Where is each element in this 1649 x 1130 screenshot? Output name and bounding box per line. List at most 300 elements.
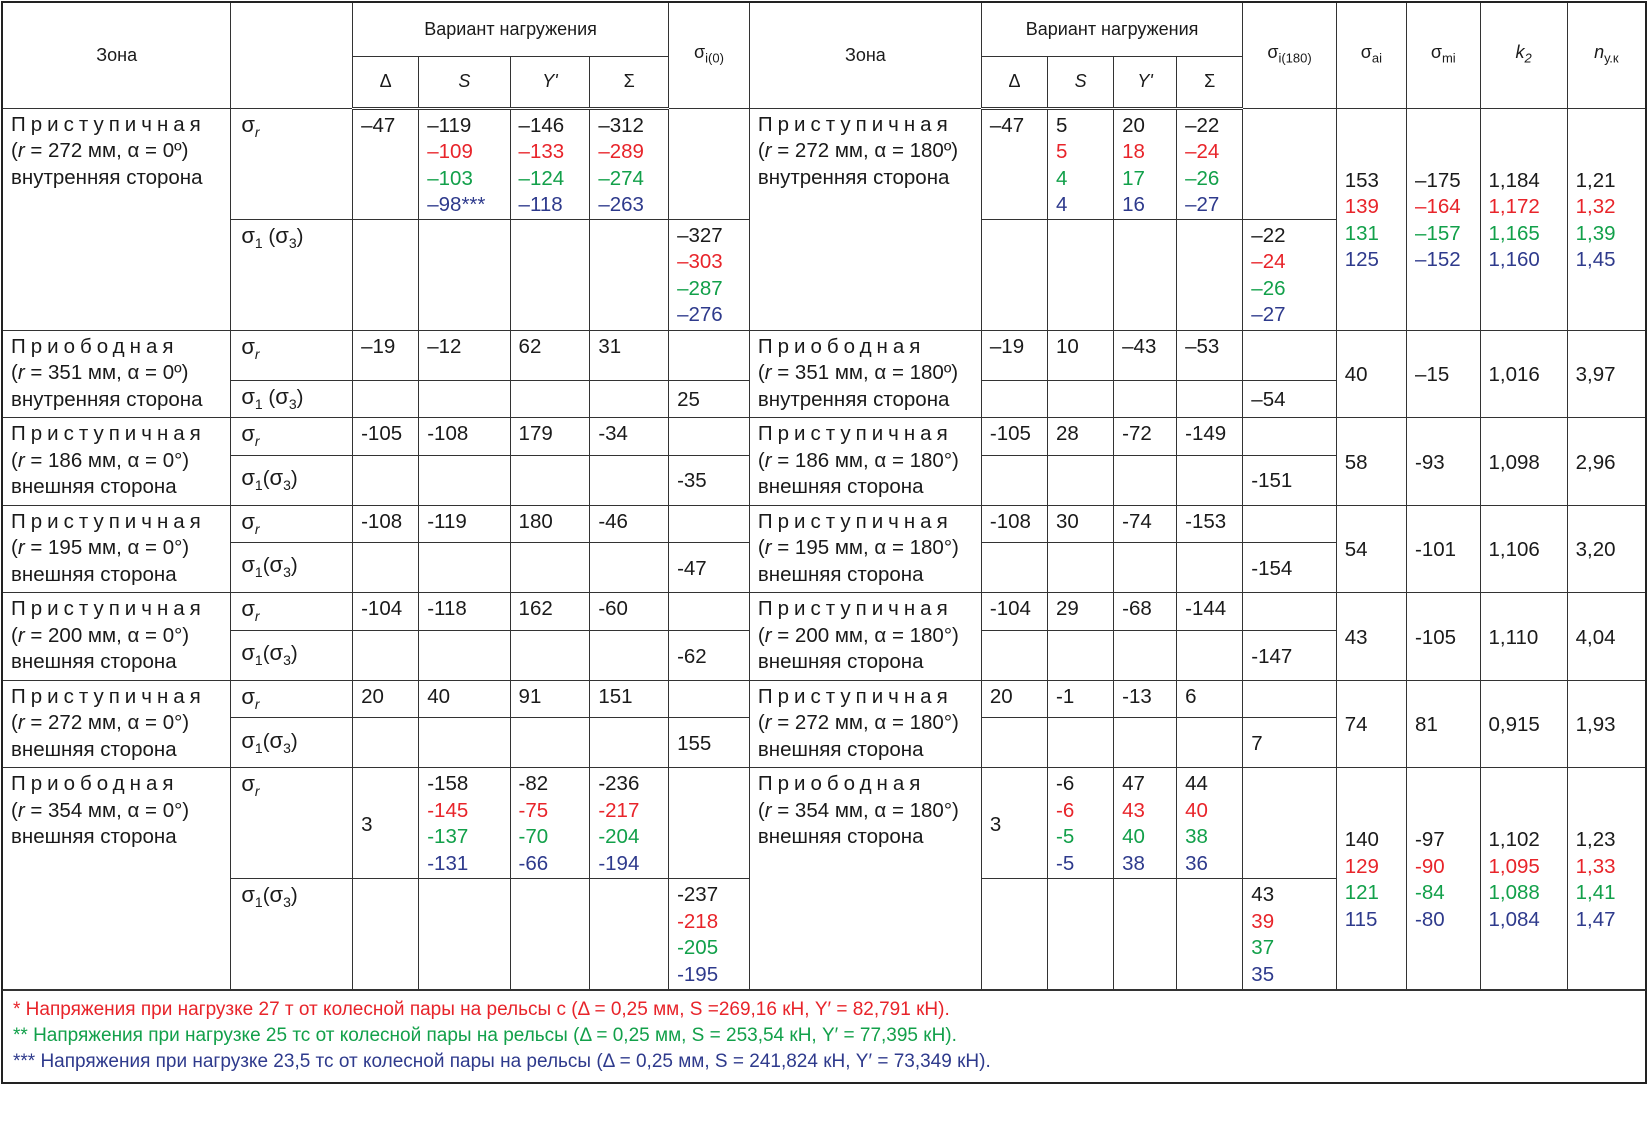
zone-name: Приободная <box>757 772 926 796</box>
note-1: * Напряжения при нагрузке 27 т от колесной пары на рельсы с (Δ = 0,25 мм, S =269,16 кН, Y′ = 82,791 кН). <box>13 999 950 1021</box>
header-variant-right: Вариант нагружения <box>981 2 1242 56</box>
value-line: -80 <box>1415 907 1445 931</box>
zone-name: Приступичная <box>11 422 206 446</box>
cell-n-yk <box>1567 593 1646 681</box>
value-line: 47 <box>1122 772 1145 796</box>
zone-name: Приободная <box>11 334 179 358</box>
value-line: 43 <box>1344 625 1368 649</box>
value-line: 30 <box>1056 509 1079 533</box>
table-row-sigma-r <box>2 330 1646 380</box>
value-line: –133 <box>518 140 565 163</box>
header-delta-right: Δ <box>981 56 1047 108</box>
cell-empty <box>981 380 1047 418</box>
value-line: 2,96 <box>1575 450 1616 474</box>
value-line: –24 <box>1185 140 1220 163</box>
value-line: 36 <box>1185 851 1208 875</box>
value-line: –54 <box>1251 388 1286 412</box>
value-line: 7 <box>1251 732 1263 756</box>
cell-sigma-i180 <box>1243 630 1336 680</box>
zone-side: внешняя сторона <box>11 737 177 761</box>
cell-empty <box>1114 879 1177 990</box>
value-line: 1,184 <box>1488 168 1540 192</box>
value-line: 131 <box>1344 221 1379 245</box>
cell-empty <box>419 219 510 330</box>
value-line: -105 <box>1415 625 1457 649</box>
zone-side: внешняя сторона <box>11 475 177 499</box>
value-line: -93 <box>1415 450 1445 474</box>
row-label-sigma-1-3: $\sigma_1(\sigma_3)$ <box>231 630 353 680</box>
header-s-right: S <box>1048 56 1114 108</box>
value-line: –118 <box>518 193 563 216</box>
value-line: –109 <box>427 140 473 163</box>
zone-side: внешняя сторона <box>757 737 924 761</box>
value-line: –263 <box>598 193 644 216</box>
cell-empty <box>1177 219 1243 330</box>
cell-sigma-ai <box>1336 680 1406 768</box>
cell-n-yk <box>1567 418 1646 506</box>
cell-empty <box>981 630 1047 680</box>
value-line: 31 <box>598 334 622 358</box>
cell-k2 <box>1480 330 1567 418</box>
zone-right-cell <box>749 330 981 418</box>
cell-empty <box>981 455 1047 505</box>
row-label-sigma-r: $\sigma_r$ <box>231 593 353 631</box>
value-line: 40 <box>1344 363 1368 387</box>
value-line: –98*** <box>427 193 486 216</box>
cell-empty <box>1177 455 1243 505</box>
cell-sum <box>590 330 669 380</box>
value-line: –47 <box>989 113 1025 137</box>
cell-empty <box>1114 543 1177 593</box>
value-line: 1,21 <box>1575 168 1616 192</box>
note-3: *** Напряжения при нагрузке 23,5 тс от колесной пары на рельсы (Δ = 0,25 мм, S = 241,824 кН, Y′ = 73,349 кН). <box>13 1051 991 1073</box>
cell-sigma-mi <box>1407 505 1480 593</box>
cell-s <box>419 680 510 718</box>
value-line: 155 <box>677 732 712 756</box>
cell-delta <box>353 505 419 543</box>
cell-s <box>419 418 510 456</box>
value-line: 40 <box>1185 798 1208 822</box>
value-line: 28 <box>1056 422 1079 446</box>
row-label-sigma-r: $\sigma_r$ <box>231 768 353 879</box>
cell-sigma-i180 <box>1243 219 1336 330</box>
zone-name: Приступичная <box>11 509 206 533</box>
cell-sigma-ai <box>1336 330 1406 418</box>
row-label-sigma-r: $\sigma_r$ <box>231 418 353 456</box>
cell-empty <box>1114 219 1177 330</box>
cell-sum-right <box>1177 505 1243 543</box>
header-sum-right: Σ <box>1177 56 1243 108</box>
zone-side: внешняя сторона <box>11 562 177 586</box>
value-line: -105 <box>361 422 403 446</box>
value-line: -72 <box>1122 422 1152 446</box>
value-line: –276 <box>677 303 723 326</box>
value-line: –19 <box>989 334 1025 358</box>
cell-y <box>510 330 590 380</box>
cell-y <box>510 680 590 718</box>
cell-sigma-i0 <box>669 543 750 593</box>
value-line: 1,110 <box>1488 625 1539 649</box>
value-line: 4,04 <box>1575 625 1616 649</box>
cell-sigma-mi <box>1407 108 1480 330</box>
cell-sigma-mi <box>1407 418 1480 506</box>
value-line: 139 <box>1344 195 1379 218</box>
zone-side: внешняя сторона <box>757 650 924 674</box>
cell-sigma-i180-empty <box>1243 418 1336 456</box>
zone-name: Приступичная <box>11 112 206 136</box>
value-line: 62 <box>518 334 542 358</box>
cell-n-yk <box>1567 108 1646 330</box>
cell-empty <box>419 543 510 593</box>
stress-table <box>1 1 1647 990</box>
zone-right-cell <box>749 418 981 506</box>
row-label-sigma-1-3: $\sigma_1(\sigma_3)$ <box>231 879 353 990</box>
header-sigma-mi: $\sigma_{mi}$ <box>1407 2 1480 108</box>
value-line: 20 <box>1122 113 1145 137</box>
zone-side: внутренняя сторона <box>11 165 203 189</box>
cell-s-right <box>1048 505 1114 543</box>
value-line: 1,172 <box>1488 195 1540 218</box>
cell-empty <box>1114 630 1177 680</box>
cell-sigma-i180 <box>1243 455 1336 505</box>
value-line: 54 <box>1344 538 1368 562</box>
value-line: –119 <box>427 113 472 137</box>
value-line: 4 <box>1056 166 1068 190</box>
header-sigma-i180: $\sigma_{i(180)}$ <box>1243 2 1336 108</box>
value-line: –152 <box>1415 248 1461 271</box>
value-line: 39 <box>1251 909 1275 933</box>
cell-k2 <box>1480 505 1567 593</box>
zone-left-cell <box>2 330 231 418</box>
cell-sigma-mi <box>1407 593 1480 681</box>
table-row-sigma-r <box>2 593 1646 631</box>
value-line: -35 <box>677 469 707 493</box>
cell-k2 <box>1480 768 1567 990</box>
cell-sum-right <box>1177 680 1243 718</box>
cell-sum <box>590 768 669 879</box>
value-line: -34 <box>598 422 628 446</box>
value-line: –164 <box>1415 195 1461 218</box>
value-line: –289 <box>598 140 644 163</box>
value-line: -84 <box>1415 881 1445 905</box>
cell-empty <box>981 543 1047 593</box>
cell-k2 <box>1480 680 1567 768</box>
value-line: -90 <box>1415 854 1445 878</box>
header-k2: $k_2$ <box>1480 2 1567 108</box>
cell-delta <box>353 418 419 456</box>
cell-empty <box>510 380 590 418</box>
cell-sum-right <box>1177 108 1243 219</box>
cell-sum <box>590 108 669 219</box>
cell-sigma-i0 <box>669 219 750 330</box>
cell-delta <box>353 680 419 718</box>
zone-right-cell <box>749 108 981 330</box>
value-line: -66 <box>518 851 549 875</box>
cell-empty <box>510 219 590 330</box>
value-line: -74 <box>1122 509 1152 533</box>
zone-left-cell <box>2 593 231 681</box>
zone-params: (r = 351 мм, α = 180º) <box>757 361 959 384</box>
cell-sum-right <box>1177 418 1243 456</box>
zone-right-cell <box>749 593 981 681</box>
cell-s <box>419 593 510 631</box>
cell-sigma-i0-empty <box>669 418 750 456</box>
cell-empty <box>353 380 419 418</box>
zone-name: Приободная <box>757 334 926 358</box>
table-row-sigma-r <box>2 768 1646 879</box>
value-line: -105 <box>989 422 1031 446</box>
value-line: 179 <box>518 422 553 446</box>
cell-sum-right <box>1177 593 1243 631</box>
value-line: 38 <box>1122 851 1145 875</box>
value-line: -6 <box>1056 772 1075 796</box>
cell-empty <box>590 380 669 418</box>
header-zone-left: Зона <box>2 2 231 108</box>
cell-y <box>510 108 590 219</box>
zone-left-cell <box>2 505 231 593</box>
value-line: –327 <box>677 223 723 247</box>
cell-sum-right <box>1177 330 1243 380</box>
value-line: -144 <box>1185 597 1227 621</box>
cell-sigma-i0-empty <box>669 108 750 219</box>
value-line: 29 <box>1056 597 1079 621</box>
cell-sigma-i0 <box>669 718 750 768</box>
value-line: 3 <box>361 812 373 836</box>
cell-empty <box>510 455 590 505</box>
value-line: 25 <box>677 388 700 412</box>
value-line: 1,23 <box>1575 828 1616 852</box>
zone-name: Приступичная <box>757 509 953 533</box>
value-line: -6 <box>1056 798 1075 822</box>
value-line: –157 <box>1415 221 1461 245</box>
value-line: 1,41 <box>1575 881 1616 905</box>
zone-right-cell <box>749 680 981 768</box>
value-line: -1 <box>1056 684 1075 708</box>
value-line: 44 <box>1185 772 1208 796</box>
cell-sigma-i180-empty <box>1243 108 1336 219</box>
cell-n-yk <box>1567 680 1646 768</box>
zone-side: внешняя сторона <box>757 562 924 586</box>
cell-empty <box>353 879 419 990</box>
cell-y-right <box>1114 418 1177 456</box>
value-line: 35 <box>1251 962 1275 986</box>
cell-empty <box>353 630 419 680</box>
zone-side: внутренняя сторона <box>757 165 950 189</box>
cell-sigma-ai <box>1336 768 1406 990</box>
zone-params: (r = 351 мм, α = 0º) <box>11 361 189 384</box>
value-line: 18 <box>1122 140 1145 163</box>
value-line: 1,47 <box>1575 907 1616 931</box>
cell-s-right <box>1048 680 1114 718</box>
zone-name: Приступичная <box>757 597 953 621</box>
note-2: ** Напряжения при нагрузке 25 тс от колесной пары на рельсы (Δ = 0,25 мм, S = 253,54 кН, Y′ = 77,395 кН). <box>13 1025 957 1047</box>
cell-sum <box>590 418 669 456</box>
value-line: –15 <box>1415 363 1450 387</box>
cell-n-yk <box>1567 330 1646 418</box>
cell-n-yk <box>1567 768 1646 990</box>
cell-empty <box>1048 455 1114 505</box>
stress-table-wrapper <box>1 1 1647 1084</box>
zone-name: Приступичная <box>11 684 206 708</box>
zone-params: (r = 354 мм, α = 0°) <box>11 798 190 822</box>
cell-empty <box>590 718 669 768</box>
value-line: 1,45 <box>1575 248 1616 271</box>
header-y-right: Y' <box>1114 56 1177 108</box>
value-line: 1,102 <box>1488 828 1540 852</box>
cell-empty <box>1048 543 1114 593</box>
cell-delta-right <box>981 418 1047 456</box>
value-line: 162 <box>518 597 553 621</box>
cell-empty <box>981 718 1047 768</box>
cell-sigma-ai <box>1336 593 1406 681</box>
cell-sum <box>590 593 669 631</box>
cell-delta-right <box>981 593 1047 631</box>
value-line: 1,106 <box>1488 538 1540 562</box>
cell-sigma-i0-empty <box>669 680 750 718</box>
value-line: -97 <box>1415 828 1445 852</box>
value-line: –22 <box>1185 113 1220 137</box>
zone-left-cell <box>2 680 231 768</box>
value-line: –274 <box>598 166 644 190</box>
value-line: 1,93 <box>1575 713 1616 737</box>
header-variant-left: Вариант нагружения <box>353 2 669 56</box>
value-line: 5 <box>1056 140 1068 163</box>
value-line: -82 <box>518 772 549 796</box>
value-line: 153 <box>1344 168 1379 192</box>
cell-n-yk <box>1567 505 1646 593</box>
value-line: –146 <box>518 113 565 137</box>
cell-delta <box>353 330 419 380</box>
value-line: -104 <box>989 597 1031 621</box>
cell-empty <box>1114 380 1177 418</box>
cell-empty <box>1114 455 1177 505</box>
value-line: 16 <box>1122 193 1145 216</box>
cell-delta-right <box>981 505 1047 543</box>
cell-delta-right <box>981 330 1047 380</box>
zone-side: внутренняя сторона <box>757 387 950 411</box>
cell-y <box>510 768 590 879</box>
cell-sum <box>590 505 669 543</box>
cell-s-right <box>1048 418 1114 456</box>
cell-empty <box>981 879 1047 990</box>
cell-sigma-i0-empty <box>669 330 750 380</box>
value-line: -46 <box>598 509 628 533</box>
value-line: 121 <box>1344 881 1379 905</box>
cell-empty <box>590 219 669 330</box>
value-line: 1,098 <box>1488 450 1540 474</box>
value-line: -5 <box>1056 851 1075 875</box>
table-row-sigma-r <box>2 108 1646 219</box>
value-line: –47 <box>361 113 396 137</box>
cell-sigma-i0 <box>669 630 750 680</box>
header-blank <box>231 2 353 108</box>
cell-empty <box>1177 718 1243 768</box>
zone-side: внешняя сторона <box>757 825 924 849</box>
value-line: 125 <box>1344 248 1379 271</box>
value-line: -218 <box>677 909 719 933</box>
value-line: 1,095 <box>1488 854 1540 878</box>
value-line: –24 <box>1251 250 1286 273</box>
value-line: 1,33 <box>1575 854 1616 878</box>
cell-empty <box>1048 380 1114 418</box>
cell-s <box>419 505 510 543</box>
value-line: -131 <box>427 851 469 875</box>
value-line: 58 <box>1344 450 1368 474</box>
value-line: 40 <box>427 684 451 708</box>
cell-empty <box>353 543 419 593</box>
value-line: –124 <box>518 166 565 190</box>
value-line: -204 <box>598 825 640 849</box>
cell-empty <box>1177 630 1243 680</box>
row-label-sigma-1-3: $\sigma_1$ $(\sigma_3)$ <box>231 380 353 418</box>
value-line: -151 <box>1251 469 1293 493</box>
cell-empty <box>353 455 419 505</box>
cell-sigma-i180 <box>1243 879 1336 990</box>
zone-name: Приступичная <box>757 684 953 708</box>
value-line: -47 <box>677 557 707 581</box>
value-line: 1,32 <box>1575 195 1616 218</box>
cell-empty <box>419 455 510 505</box>
cell-k2 <box>1480 593 1567 681</box>
row-label-sigma-r: $\sigma_r$ <box>231 330 353 380</box>
value-line: 1,165 <box>1488 221 1540 245</box>
cell-sigma-i180-empty <box>1243 680 1336 718</box>
zone-params: (r = 195 мм, α = 180°) <box>757 536 959 560</box>
value-line: –43 <box>1122 334 1157 358</box>
cell-s-right <box>1048 108 1114 219</box>
cell-empty <box>1177 543 1243 593</box>
cell-empty <box>590 455 669 505</box>
cell-empty <box>419 879 510 990</box>
table-row-sigma-r <box>2 680 1646 718</box>
value-line: –175 <box>1415 168 1461 192</box>
zone-side: внешняя сторона <box>11 650 177 674</box>
row-label-sigma-1-3: $\sigma_1(\sigma_3)$ <box>231 718 353 768</box>
row-label-sigma-r: $\sigma_r$ <box>231 505 353 543</box>
zone-side: внутренняя сторона <box>11 387 203 411</box>
value-line: -119 <box>427 509 467 533</box>
table-body <box>2 108 1646 990</box>
cell-y-right <box>1114 505 1177 543</box>
zone-params: (r = 195 мм, α = 0°) <box>11 536 190 560</box>
cell-y-right <box>1114 680 1177 718</box>
cell-s-right <box>1048 768 1114 879</box>
value-line: –26 <box>1185 166 1220 190</box>
zone-params: (r = 354 мм, α = 180°) <box>757 798 959 822</box>
header-zone-right: Зона <box>749 2 981 108</box>
value-line: -108 <box>989 509 1031 533</box>
value-line: -62 <box>677 644 707 668</box>
cell-y <box>510 593 590 631</box>
cell-s-right <box>1048 593 1114 631</box>
cell-empty <box>981 219 1047 330</box>
cell-k2 <box>1480 108 1567 330</box>
cell-sigma-i180 <box>1243 718 1336 768</box>
value-line: 5 <box>1056 113 1068 137</box>
value-line: 20 <box>989 684 1013 708</box>
value-line: 140 <box>1344 828 1379 852</box>
value-line: 43 <box>1122 798 1145 822</box>
cell-delta <box>353 593 419 631</box>
value-line: 129 <box>1344 854 1379 878</box>
cell-empty <box>419 380 510 418</box>
notes-block <box>1 990 1647 1084</box>
value-line: -147 <box>1251 644 1293 668</box>
value-line: 17 <box>1122 166 1145 190</box>
table-row-sigma-r <box>2 418 1646 456</box>
value-line: -104 <box>361 597 403 621</box>
header-y-left: Y' <box>510 56 590 108</box>
